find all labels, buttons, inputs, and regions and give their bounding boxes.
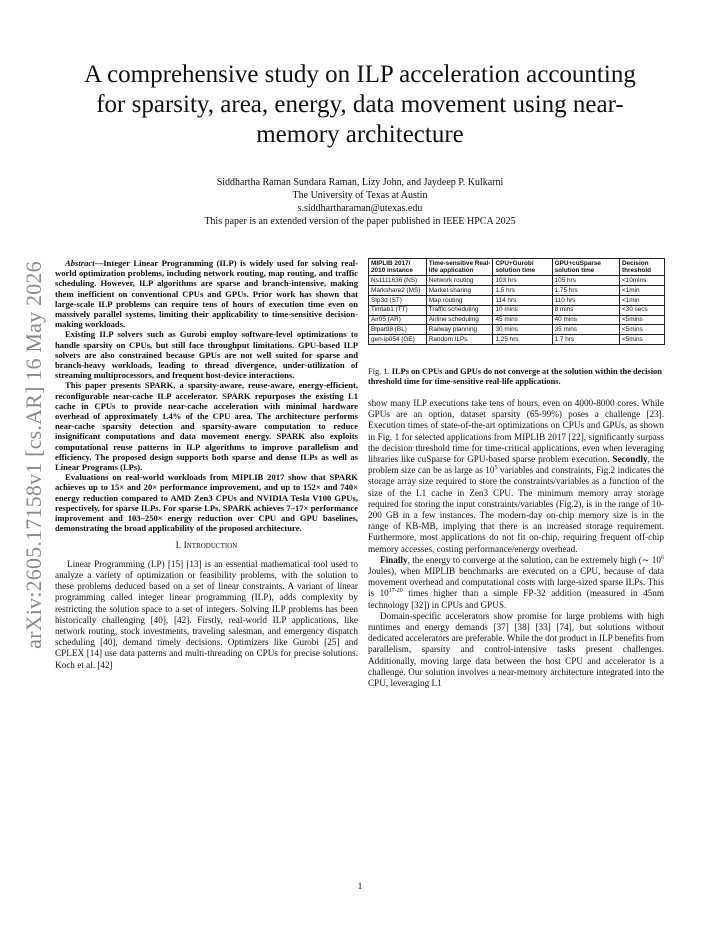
table-cell: 110 hrs [552, 295, 619, 305]
table-header-cell: Time-sensitive Real-life application [426, 259, 493, 276]
table-cell: Markshare2 (MS) [369, 286, 427, 296]
table-cell: Stp3d (ST) [369, 295, 427, 305]
table-row [369, 286, 665, 296]
right-column [368, 398, 664, 689]
table-cell: Timtab1 (TT) [369, 305, 427, 315]
figure-caption [368, 367, 664, 387]
table-cell: 8 mins [552, 305, 619, 315]
table-row [369, 276, 665, 286]
abstract-paragraph: Existing ILP solvers such as Gurobi employ software-level optimizations to handle sparsity on CPUs, but still face throughput limitations. GPU-based ILP solvers are also constrained because GPUs are not well suited for sparse and branch-heavy workloads, leading to thread divergence, under-utilization of streaming multiprocessors, and frequent host-device interactions. [55, 329, 358, 381]
author-names: Siddhartha Raman Sundara Raman, Lizy John, and Jaydeep P. Kulkarni [216, 177, 504, 188]
table-cell: <30 secs [619, 305, 664, 315]
caption-text: ILPs on CPUs and GPUs do not converge at the solution within the decision threshold time for time-sensitive real-life applications. [368, 367, 662, 386]
table-cell: <1min [619, 286, 664, 296]
paper-title: A comprehensive study on ILP acceleration accounting for sparsity, area, energy, data movement using near-memory architecture [84, 61, 636, 148]
section-heading-introduction: I. Introduction [175, 541, 238, 552]
author-block [70, 176, 650, 228]
table-cell: Traffic scheduling [426, 305, 493, 315]
table-cell: 35 mins [552, 325, 619, 335]
table-cell: 1.5 hrs [493, 286, 552, 296]
table-header-cell: GPU+cuSparse solution time [552, 259, 619, 276]
body-paragraph: show many ILP executions take tens of hours, even on 4000-8000 cores. While GPUs are an option, dataset sparsity (65-99%) poses a challenge [23]. Execution times of state-of-the-art optimizations on CPUs and GPUs, as shown in Fig. 1 for selected applications from MIPLIB 2017 [22], significantly surpass the decision threshold time for time-critical applications, even when leveraging libraries like cuSparse for GPU-based sparse problem execution. Secondly, the problem size can be as large as $10^5$ variables and constraints, Fig.2 indicates the storage array size required to store the constraints/variables as a function of the size of the L1 cache in Zen3 CPU. The minimum memory array storage required for storing the input constraints/variables (Fig.2), is in the range of 10-200 GB in a few instances. The modern-day on-chip memory size is in the range of KB-MB, implying that there is an increased storage requirement. Furthermore, most applications do not fit on-chip, requiring frequent off-chip memory accesses, costing performance/energy overhead. [368, 398, 665, 554]
table-cell: 105 hrs [552, 276, 619, 286]
table-header-cell: MIPLIB 2017/ 2010 instance [369, 259, 427, 276]
table-cell: Blpar98 (BL) [369, 325, 427, 335]
table-row [369, 335, 665, 345]
body-paragraph: Domain-specific accelerators show promise for large problems with high runtimes and energy demands [37] [38] [33] [74], but solutions without dedicated accelerators are preferable. While the dot product in ILP benefits from parallelism, sparsity and control-intensive tasks present challenges. Additionally, moving large data between the host CPU and accelerator is a challenge. Our solution involves a near-memory architecture integrated into the CPU, leveraging L1 [368, 610, 664, 689]
table-cell: <1min [619, 295, 664, 305]
table-row [369, 325, 665, 335]
table-cell: 1.7 hrs [552, 335, 619, 345]
table-cell: Air05 (AR) [369, 315, 427, 325]
table-header-row [369, 259, 665, 276]
table-cell: Railway planning [426, 325, 493, 335]
body-paragraph: Linear Programming (LP) [15] [13] is an essential mathematical tool used to analyze a variety of optimization or feasibility problems, with the solution to these problems deduced based on a set of linear constraints. A variant of linear programming called integer linear programming (ILP), adds complexity by restricting the solution space to a set of integers. Solving ILP problems has been historically challenging [40], [42]. Firstly, real-world ILP applications, like network routing, stock investments, traveling salesman, and emergency dispatch scheduling [40], demand timely decisions. Optimizers like Gurobi [25] and CPLEX [14] use data patterns and multi-threading on CPUs for precise solutions. Koch et al. [42] [55, 558, 358, 670]
body-paragraph: Finally, the energy to converge at the solution, can be extremely high (∼ $10^6$ Joules), when MIPLIB benchmarks are executed on a CPU, because of data movement overhead and computational costs with large-sized sparse ILPs. This is 10$^{17-20}$ times higher than a simple FP-32 addition (measured in 45nm technology [32]) in CPUs and GPUS. [368, 554, 664, 610]
caption-label: Fig. 1. [368, 367, 390, 376]
table-cell: 10 mins [493, 305, 552, 315]
table-row [369, 295, 665, 305]
table-cell: <5mins [619, 325, 664, 335]
table-cell: 1.75 hrs [552, 286, 619, 296]
table-cell: Map routing [426, 295, 493, 305]
arxiv-identifier: arXiv:2605.17158v1 [cs.AR] 16 May 2026 [21, 261, 47, 649]
table-cell: Market sharing [426, 286, 493, 296]
publication-note: This paper is an extended version of the paper published in IEEE HPCA 2025 [204, 216, 516, 227]
table-cell: 114 hrs [493, 295, 552, 305]
table-row [369, 315, 665, 325]
abstract-paragraph: This paper presents SPARK, a sparsity-aware, reuse-aware, energy-efficient, reconfigurable near-cache ILP accelerator. SPARK repurposes the existing L1 cache in CPUs to provide near-cache acceleration with minimal hardware overhead of approximately 1.4% of the CPU area. The architecture performs near-cache sparsity detection and sparsity-aware computation to reduce insignificant computations and data movement energy. SPARK also exploits computational reuse patterns in ILP algorithms to improve parallelism and efficiency. The proposed design supports both sparse and dense ILPs as well as Linear Programs (LPs). [55, 380, 358, 473]
table-cell: <10mins [619, 276, 664, 286]
abstract-paragraph: Evaluations on real-world workloads from MIPLIB 2017 show that SPARK achieves up to 15× and 20× performance improvement, and up to 152× and 740× energy reduction compared to AMD Zen3 CPUs and NVIDIA Tesla V100 GPUs, respectively, for sparse ILPs. For sparse LPs, SPARK achieves 7–17× performance improvement and 103–250× energy reduction over CPU and GPU baselines, demonstrating the broad applicability of the proposed architecture. [55, 472, 358, 534]
arxiv-sidebar-stamp [16, 250, 52, 660]
left-column [55, 258, 358, 671]
table-cell: <5mins [619, 315, 664, 325]
author-affiliation: The University of Texas at Austin [292, 190, 428, 201]
table-cell: Ns1111636 (NS) [369, 276, 427, 286]
table-cell: gen-ip054 (GE) [369, 335, 427, 345]
table-cell: 40 mins [552, 315, 619, 325]
table-cell: Network routing [426, 276, 493, 286]
table-header-cell: CPU+Gurobi solution time [493, 259, 552, 276]
abstract-lead: Abstract [65, 258, 95, 268]
table-header-cell: Decision threshold [619, 259, 664, 276]
table-cell: 1.25 hrs [493, 335, 552, 345]
ilp-table [368, 258, 665, 345]
table-row [369, 305, 665, 315]
table-cell: 45 mins [493, 315, 552, 325]
abstract [55, 258, 358, 533]
author-email: s.siddhartharaman@utexas.edu [297, 203, 423, 214]
abstract-paragraph: Abstract—Integer Linear Programming (ILP) is widely used for solving real-world optimization problems, including network routing, map routing, and traffic scheduling. However, ILP algorithms are sparse and branch-intensive, making them inefficient on conventional CPUs and GPUs. Prior work has shown that large-scale ILP problems can require tens of hours of execution time even on massively parallel systems, limiting their applicability to time-sensitive decision-making workloads. [55, 258, 358, 330]
table-cell: Random ILPs [426, 335, 493, 345]
page-number: 1 [357, 882, 363, 892]
table-cell: 30 mins [493, 325, 552, 335]
table-cell: <5mins [619, 335, 664, 345]
table-cell: 103 hrs [493, 276, 552, 286]
table-cell: Airline scheduling [426, 315, 493, 325]
